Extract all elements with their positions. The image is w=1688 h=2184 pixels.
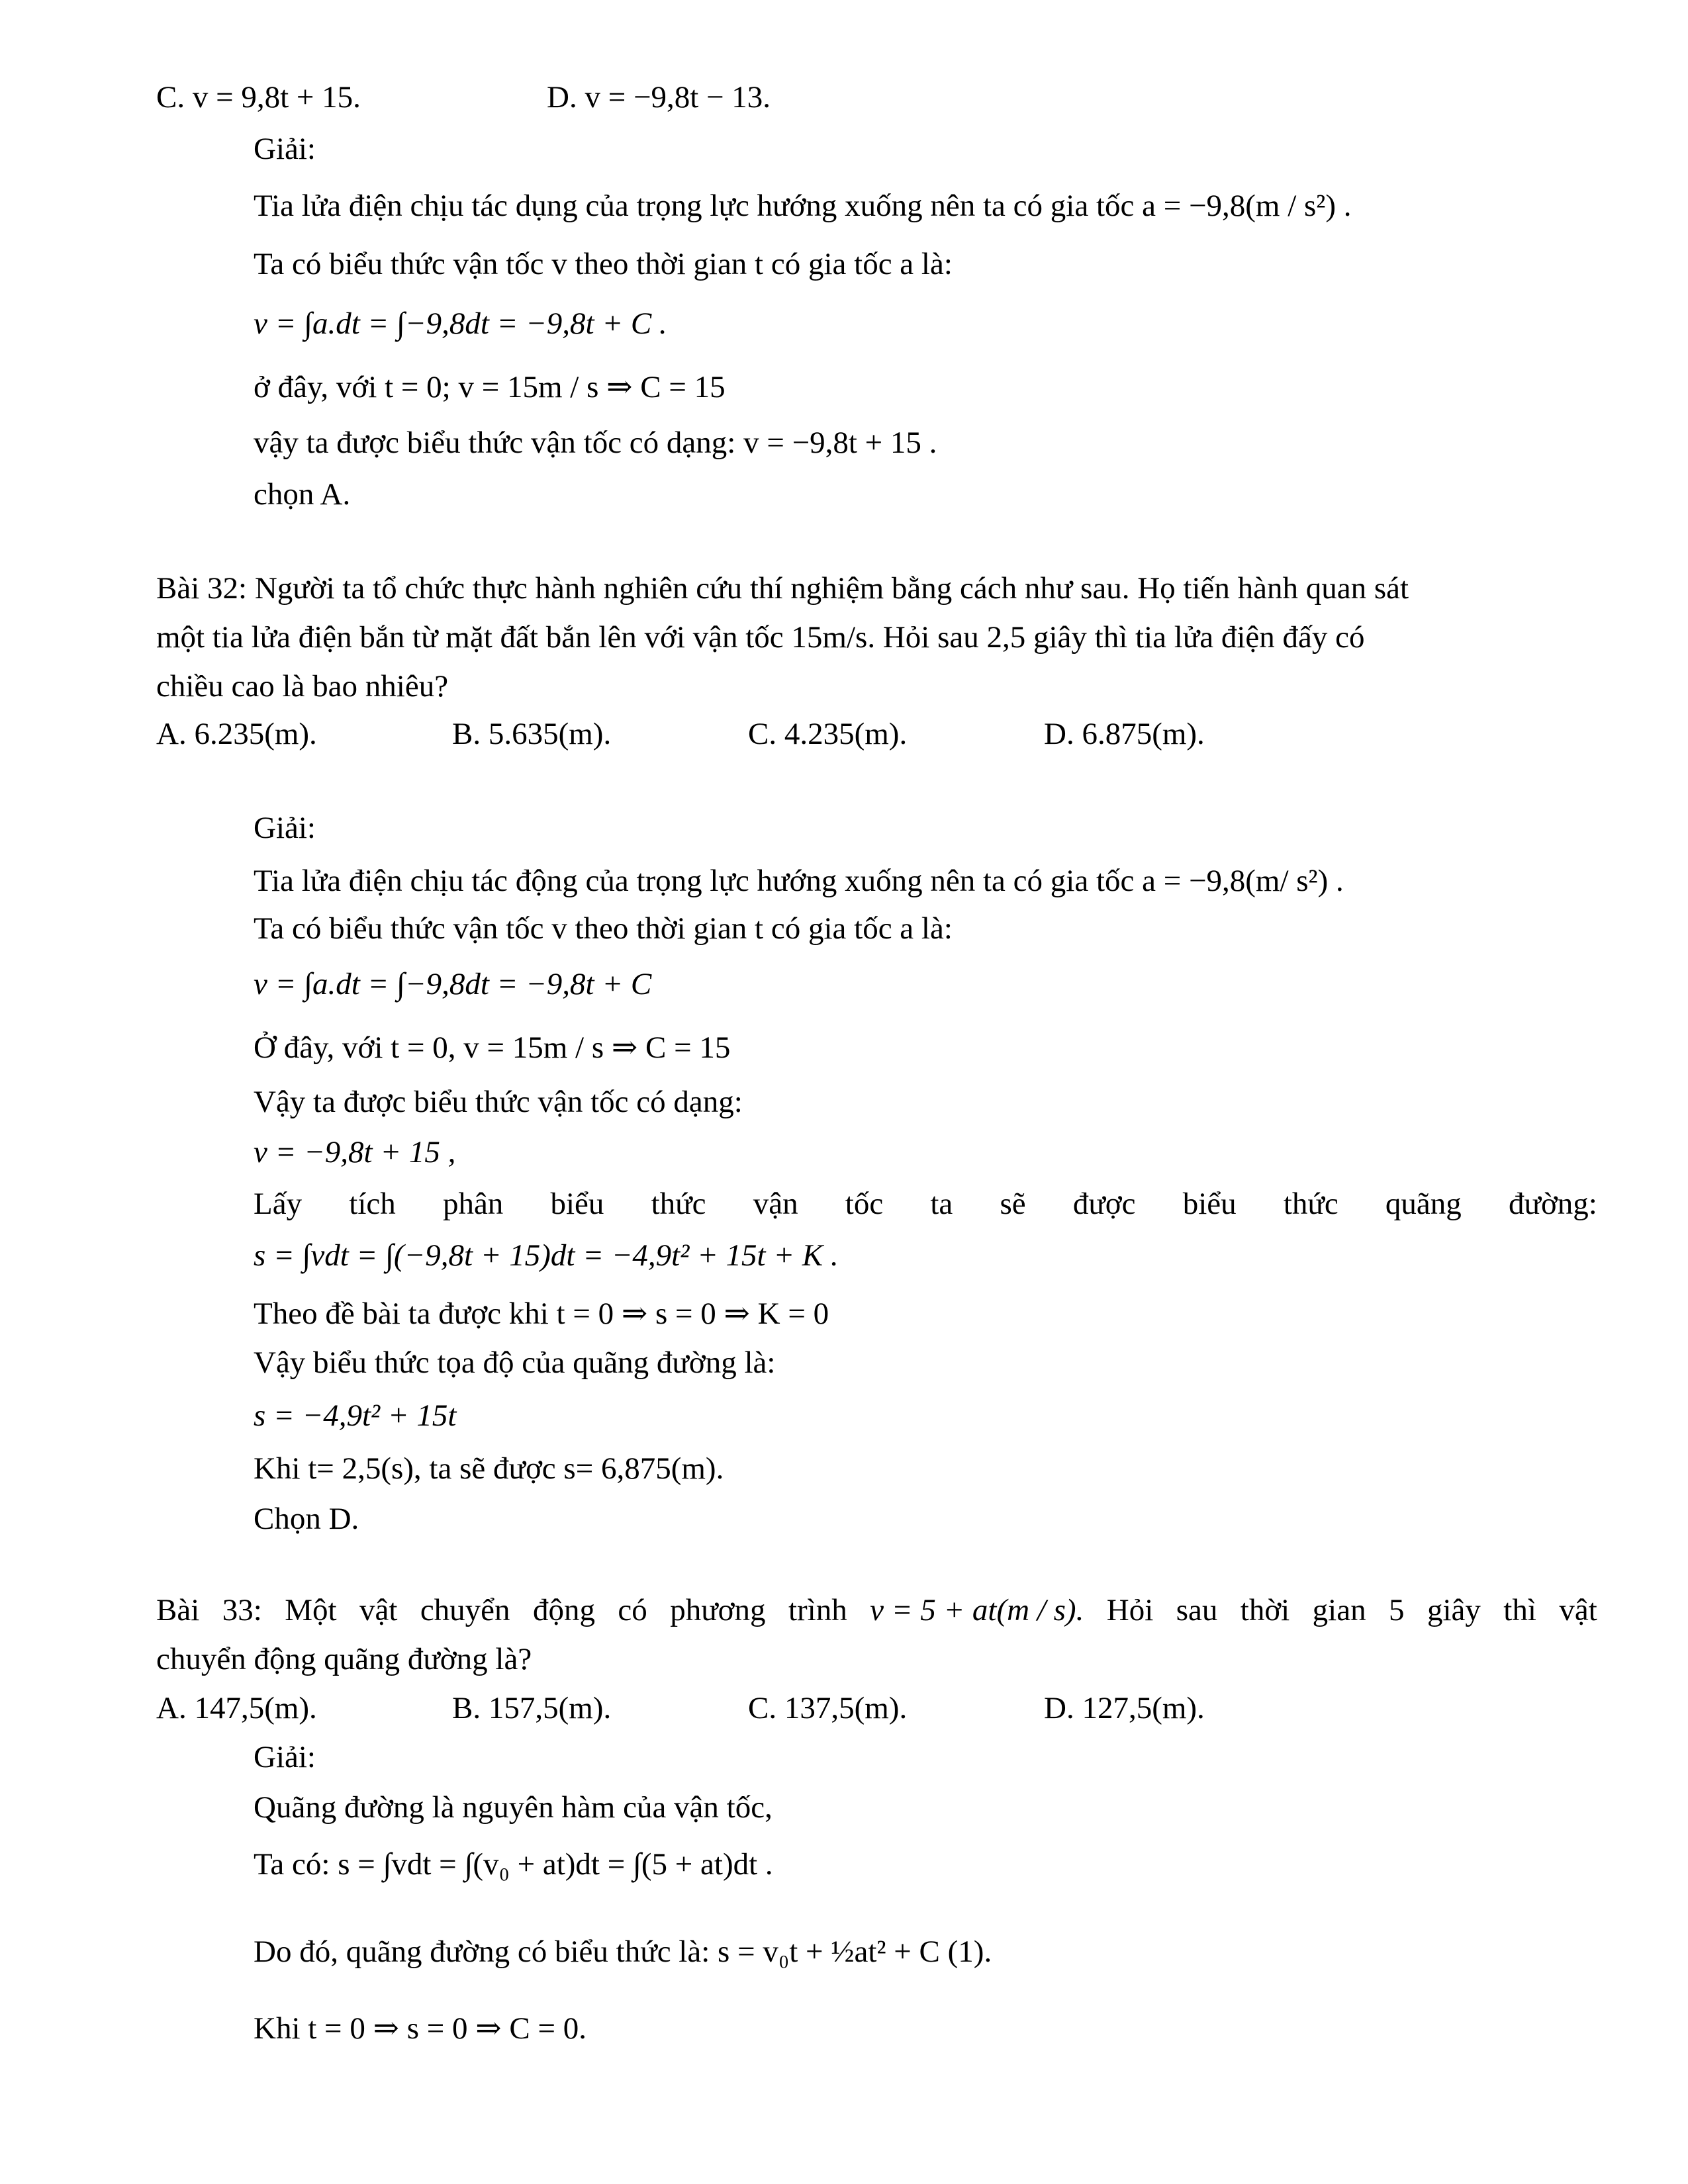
word: vận — [753, 1187, 798, 1221]
option-d: D. 127,5(m). — [1044, 1691, 1205, 1725]
option-d: D. v = −9,8t − 13. — [547, 80, 771, 114]
word: chuyển — [420, 1593, 510, 1627]
formula-line: s = ∫vdt = ∫(−9,8t + 15)dt = −4,9t² + 15t + K . — [254, 1238, 839, 1273]
option-b: B. 157,5(m). — [452, 1691, 612, 1725]
option-c: C. v = 9,8t + 15. — [156, 80, 361, 114]
solution-line: Ta có biểu thức vận tốc v theo thời gian t có gia tốc a là: — [254, 911, 953, 946]
solution-line: Tia lửa điện chịu tác dụng của trọng lực hướng xuống nên ta có gia tốc a = −9,8(m / s²) . — [254, 189, 1352, 223]
word: giây — [1427, 1593, 1481, 1627]
justified-line — [254, 1185, 1597, 1223]
solution-heading: Giải: — [254, 1740, 316, 1774]
word: quãng — [1385, 1187, 1462, 1221]
solution-line: Ta có: s = ∫vdt = ∫(v₀ + at)dt = ∫(5 + at)dt . — [254, 1847, 773, 1882]
formula-line: s = −4,9t² + 15t — [254, 1398, 457, 1433]
word: gian — [1312, 1593, 1366, 1627]
word: động — [532, 1593, 595, 1627]
problem-text: một tia lửa điện bắn từ mặt đất bắn lên với vận tốc 15m/s. Hỏi sau 2,5 giây thì tia lửa điện đấy có — [156, 620, 1365, 655]
word: biểu — [1182, 1187, 1237, 1221]
word: 5 — [1389, 1593, 1405, 1627]
word: vật — [1559, 1593, 1597, 1627]
word: 33: — [222, 1593, 262, 1627]
formula-line: v = −9,8t + 15 , — [254, 1135, 456, 1169]
solution-line: Ở đây, với t = 0, v = 15m / s ⇒ C = 15 — [254, 1030, 731, 1065]
solution-heading: Giải: — [254, 811, 316, 845]
formula: v = 5 + at(m / s). — [870, 1593, 1084, 1627]
option-b: B. 5.635(m). — [452, 717, 612, 751]
word: vật — [359, 1593, 398, 1627]
solution-line: Theo đề bài ta được khi t = 0 ⇒ s = 0 ⇒ K = 0 — [254, 1297, 829, 1331]
problem-text: Bài 32: Người ta tổ chức thực hành nghiên cứu thí nghiệm bằng cách như sau. Họ tiến hành quan sát — [156, 571, 1409, 606]
option-c: C. 4.235(m). — [748, 717, 908, 751]
solution-line: Do đó, quãng đường có biểu thức là: s = v₀t + ½at² + C (1). — [254, 1934, 992, 1969]
solution-line: Vậy ta được biểu thức vận tốc có dạng: — [254, 1085, 743, 1119]
word: thì — [1503, 1593, 1536, 1627]
word: tốc — [845, 1187, 884, 1221]
justified-line — [156, 1591, 1597, 1629]
word: có — [618, 1593, 647, 1627]
option-a: A. 6.235(m). — [156, 717, 317, 751]
solution-line: Ta có biểu thức vận tốc v theo thời gian t có gia tốc a là: — [254, 247, 953, 281]
word: biểu — [550, 1187, 604, 1221]
answer-line: chọn A. — [254, 477, 351, 512]
word: đường: — [1508, 1187, 1597, 1221]
word: Lấy — [254, 1187, 303, 1221]
word: phương — [670, 1593, 766, 1627]
word: sau — [1176, 1593, 1218, 1627]
answer-line: Chọn D. — [254, 1502, 359, 1536]
solution-line: Vậy biểu thức tọa độ của quãng đường là: — [254, 1345, 776, 1380]
word: trình — [788, 1593, 847, 1627]
problem-text: chiều cao là bao nhiêu? — [156, 669, 449, 704]
problem-text: chuyển động quãng đường là? — [156, 1642, 532, 1676]
solution-line: ở đây, với t = 0; v = 15m / s ⇒ C = 15 — [254, 370, 726, 404]
word: tích — [349, 1187, 396, 1221]
solution-line: vậy ta được biểu thức vận tốc có dạng: v = −9,8t + 15 . — [254, 426, 937, 460]
word: Hỏi — [1106, 1593, 1154, 1627]
word: sẽ — [1000, 1187, 1026, 1221]
formula-line: v = ∫a.dt = ∫−9,8dt = −9,8t + C — [254, 967, 652, 1001]
word: thức — [651, 1187, 706, 1221]
option-d: D. 6.875(m). — [1044, 717, 1205, 751]
word: thức — [1283, 1187, 1338, 1221]
solution-line: Khi t = 0 ⇒ s = 0 ⇒ C = 0. — [254, 2011, 586, 2046]
word: thời — [1240, 1593, 1290, 1627]
solution-line: Tia lửa điện chịu tác động của trọng lực hướng xuống nên ta có gia tốc a = −9,8(m/ s²) . — [254, 864, 1344, 898]
solution-heading: Giải: — [254, 132, 316, 166]
solution-line: Khi t= 2,5(s), ta sẽ được s= 6,875(m). — [254, 1451, 724, 1486]
word: phân — [442, 1187, 504, 1221]
word: Bài — [156, 1593, 200, 1627]
word: ta — [930, 1187, 953, 1221]
option-a: A. 147,5(m). — [156, 1691, 317, 1725]
word: được — [1072, 1187, 1136, 1221]
formula-line: v = ∫a.dt = ∫−9,8dt = −9,8t + C . — [254, 306, 667, 341]
word: Một — [285, 1593, 337, 1627]
solution-line: Quãng đường là nguyên hàm của vận tốc, — [254, 1790, 773, 1825]
option-c: C. 137,5(m). — [748, 1691, 908, 1725]
